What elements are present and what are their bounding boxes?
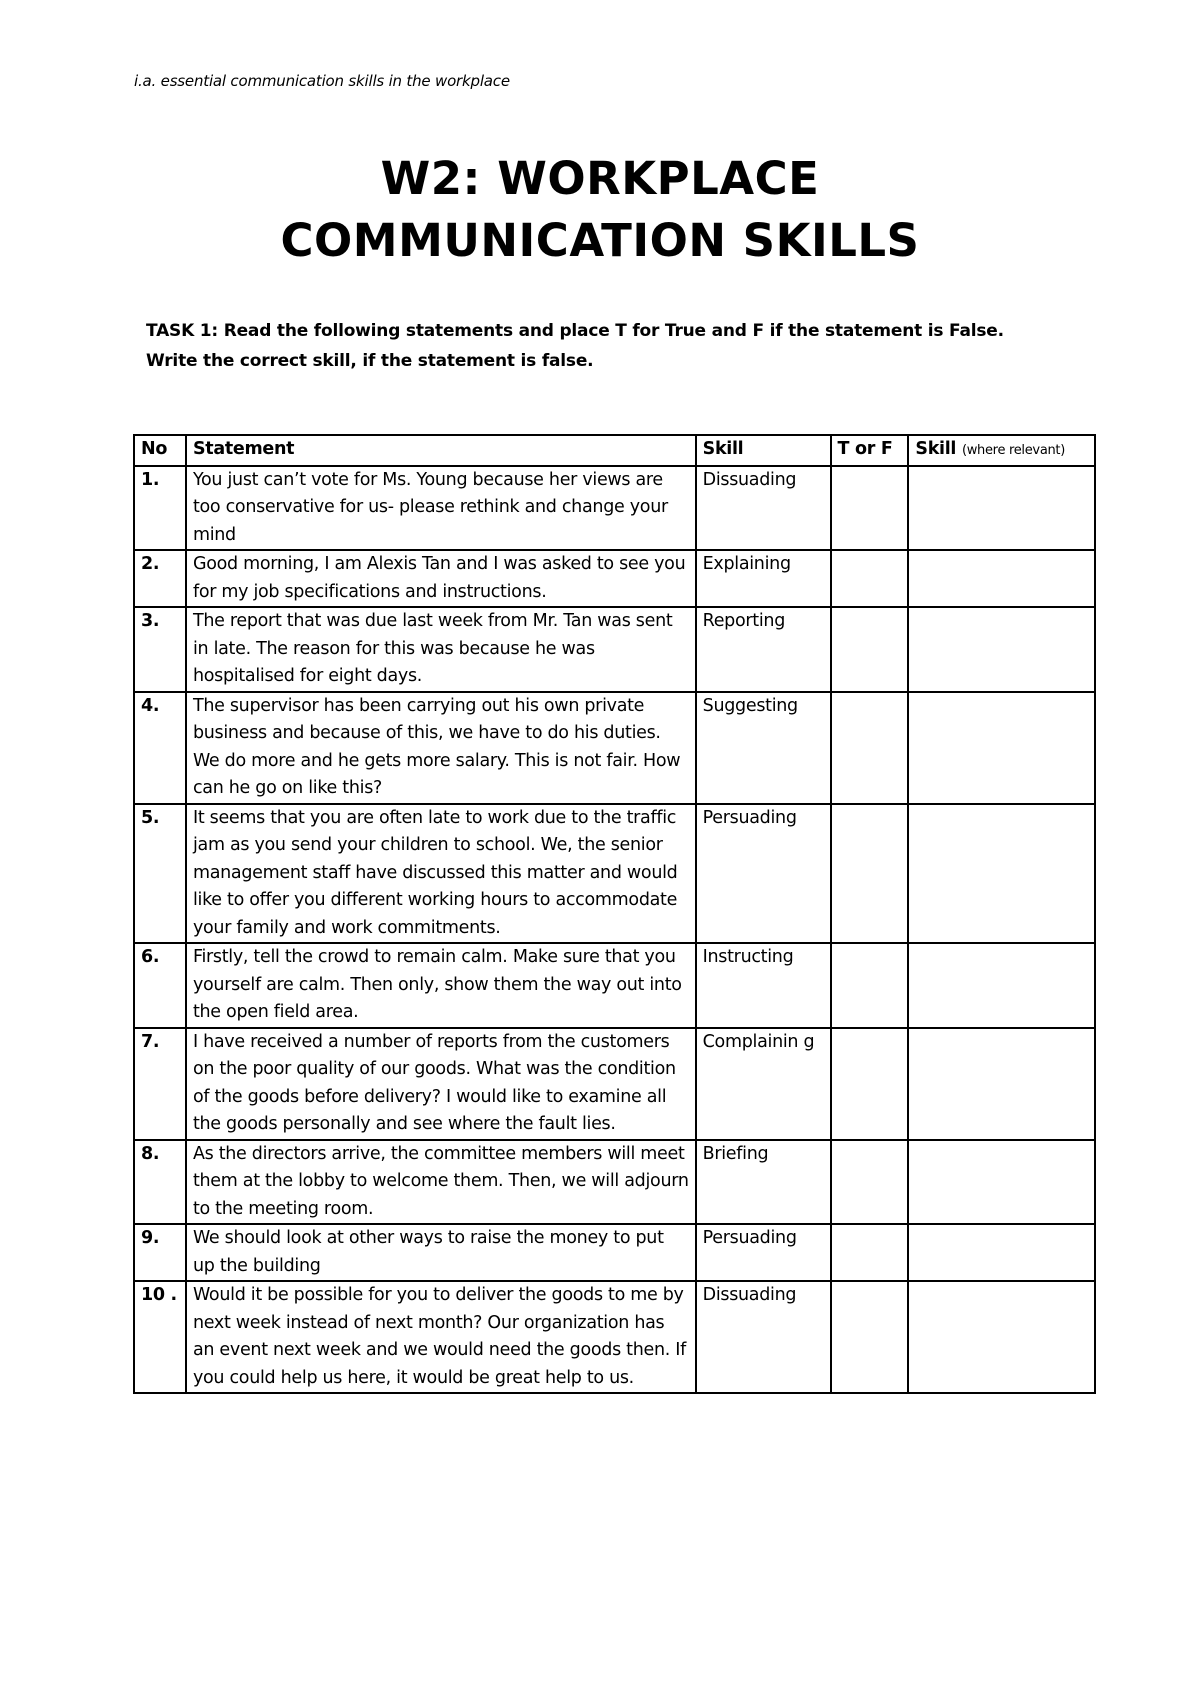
header-note: i.a. essential communication skills in the workplace [134,72,510,90]
row-t-or-f-cell[interactable] [831,466,909,551]
row-t-or-f-cell[interactable] [831,1281,909,1393]
row-t-or-f-cell[interactable] [831,550,909,607]
table-row [134,943,1095,1028]
row-t-or-f-cell[interactable] [831,692,909,804]
row-skill: Briefing [696,1140,831,1225]
header-correct-skill-note: (where relevant) [961,443,1066,458]
header-correct-skill [908,435,1095,466]
skills-table [133,434,1096,1394]
row-correct-skill-cell[interactable] [908,1140,1095,1225]
row-number: 3. [134,607,186,692]
table-row [134,550,1095,607]
table-header-row [134,435,1095,466]
row-correct-skill-cell[interactable] [908,692,1095,804]
row-correct-skill-cell[interactable] [908,1028,1095,1140]
row-number: 9. [134,1224,186,1281]
row-t-or-f-cell[interactable] [831,1028,909,1140]
row-correct-skill-cell[interactable] [908,466,1095,551]
title-line-1: W2: WORKPLACE [380,152,820,205]
page-title [0,148,1200,272]
row-number: 2. [134,550,186,607]
row-t-or-f-cell[interactable] [831,607,909,692]
row-number: 8. [134,1140,186,1225]
table-body [134,466,1095,1394]
table-row [134,607,1095,692]
row-t-or-f-cell[interactable] [831,1224,909,1281]
row-correct-skill-cell[interactable] [908,804,1095,944]
table-row [134,1028,1095,1140]
table-row [134,804,1095,944]
row-skill: Explaining [696,550,831,607]
row-statement: Would it be possible for you to deliver the goods to me by next week instead of next month? Our organization has an event next week and we would need the goods then. If you could help us here, it would be great help to us. [186,1281,696,1393]
row-correct-skill-cell[interactable] [908,550,1095,607]
row-statement: You just can’t vote for Ms. Young because her views are too conservative for us- please rethink and change your mind [186,466,696,551]
table-row [134,1281,1095,1393]
header-no: No [134,435,186,466]
row-number: 4. [134,692,186,804]
row-skill: Persuading [696,804,831,944]
header-skill: Skill [696,435,831,466]
row-statement: Good morning, I am Alexis Tan and I was asked to see you for my job specifications and instructions. [186,550,696,607]
row-t-or-f-cell[interactable] [831,1140,909,1225]
row-number: 1. [134,466,186,551]
row-skill: Persuading [696,1224,831,1281]
row-skill: Complainin g [696,1028,831,1140]
row-skill: Suggesting [696,692,831,804]
header-correct-skill-label: Skill [915,439,957,459]
row-correct-skill-cell[interactable] [908,943,1095,1028]
row-number: 7. [134,1028,186,1140]
header-t-or-f: T or F [831,435,909,466]
row-skill: Dissuading [696,1281,831,1393]
row-number: 6. [134,943,186,1028]
row-t-or-f-cell[interactable] [831,804,909,944]
title-line-2: COMMUNICATION SKILLS [280,214,920,267]
row-number: 10 . [134,1281,186,1393]
row-correct-skill-cell[interactable] [908,607,1095,692]
header-statement: Statement [186,435,696,466]
table-row [134,1224,1095,1281]
row-statement: We should look at other ways to raise the money to put up the building [186,1224,696,1281]
row-skill: Dissuading [696,466,831,551]
row-correct-skill-cell[interactable] [908,1224,1095,1281]
row-statement: As the directors arrive, the committee members will meet them at the lobby to welcome them. Then, we will adjourn to the meeting room. [186,1140,696,1225]
row-statement: It seems that you are often late to work due to the traffic jam as you send your children to school. We, the senior management staff have discussed this matter and would like to offer you different working hours to accommodate your family and work commitments. [186,804,696,944]
row-skill: Instructing [696,943,831,1028]
row-t-or-f-cell[interactable] [831,943,909,1028]
row-statement: The supervisor has been carrying out his own private business and because of this, we have to do his duties. We do more and he gets more salary. This is not fair. How can he go on like this? [186,692,696,804]
table-row [134,692,1095,804]
row-statement: The report that was due last week from Mr. Tan was sent in late. The reason for this was because he was hospitalised for eight days. [186,607,696,692]
table-row [134,466,1095,551]
task-instructions: TASK 1: Read the following statements and place T for True and F if the statement is False. Write the correct skill, if the statement is false. [146,321,1004,371]
row-correct-skill-cell[interactable] [908,1281,1095,1393]
row-number: 5. [134,804,186,944]
row-statement: I have received a number of reports from the customers on the poor quality of our goods. What was the condition of the goods before delivery? I would like to examine all the goods personally and see where the fault lies. [186,1028,696,1140]
table-row [134,1140,1095,1225]
row-skill: Reporting [696,607,831,692]
row-statement: Firstly, tell the crowd to remain calm. Make sure that you yourself are calm. Then only, show them the way out into the open field area. [186,943,696,1028]
